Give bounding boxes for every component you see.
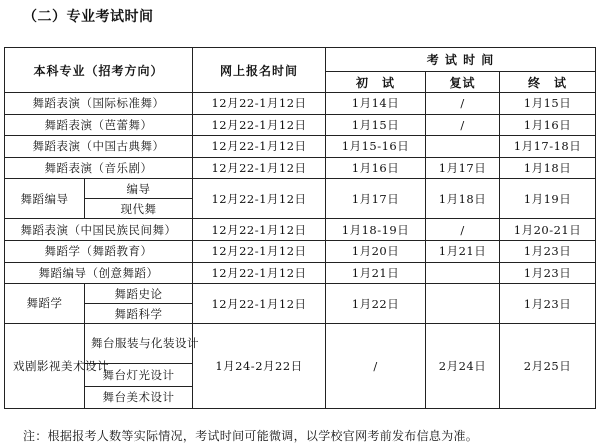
final-cell: 2月25日 — [500, 324, 596, 409]
second-cell — [426, 136, 500, 158]
table-row — [5, 136, 596, 158]
sub-major-cell: 现代舞 — [85, 199, 193, 219]
major-cell: 舞蹈表演（中国民族民间舞） — [5, 219, 193, 241]
sub-major-cell: 舞台灯光设计 — [85, 364, 193, 387]
first-cell: / — [326, 324, 426, 409]
first-cell: 1月20日 — [326, 240, 426, 262]
sub-major-cell: 舞蹈科学 — [85, 304, 193, 324]
header-exam-time: 考 试 时 间 — [326, 48, 596, 72]
section-title: （二）专业考试时间 — [23, 9, 154, 25]
second-cell: 1月18日 — [426, 179, 500, 219]
sub-major-cell: 编导 — [85, 179, 193, 199]
online-cell: 12月22-1月12日 — [193, 136, 326, 158]
first-cell: 1月15日 — [326, 114, 426, 136]
online-cell: 12月22-1月12日 — [193, 284, 326, 324]
table-row — [5, 240, 596, 262]
first-cell: 1月17日 — [326, 179, 426, 219]
first-cell: 1月15-16日 — [326, 136, 426, 158]
online-cell: 12月22-1月12日 — [193, 262, 326, 284]
major-group-cell: 舞蹈学 — [5, 284, 85, 324]
table-row — [5, 114, 596, 136]
major-cell: 舞蹈表演（音乐剧） — [5, 157, 193, 179]
online-cell: 12月22-1月12日 — [193, 114, 326, 136]
major-group-cell: 戏剧影视美术设计 — [5, 324, 85, 409]
table-row — [5, 219, 596, 241]
first-cell: 1月18-19日 — [326, 219, 426, 241]
table-row — [5, 157, 596, 179]
sub-major-cell: 舞台美术设计 — [85, 386, 193, 409]
table-row — [5, 284, 596, 304]
exam-schedule-table — [4, 47, 596, 409]
header-first-exam: 初 试 — [326, 72, 426, 93]
final-cell: 1月19日 — [500, 179, 596, 219]
first-cell: 1月22日 — [326, 284, 426, 324]
second-cell: 2月24日 — [426, 324, 500, 409]
table-row — [5, 93, 596, 115]
second-cell — [426, 262, 500, 284]
footnote: 注：根据报考人数等实际情况，考试时间可能微调，以学校官网考前发布信息为准。 — [23, 429, 479, 443]
header-major: 本科专业（招考方向） — [5, 48, 193, 93]
final-cell: 1月23日 — [500, 262, 596, 284]
major-group-cell: 舞蹈编导 — [5, 179, 85, 219]
online-cell: 12月22-1月12日 — [193, 240, 326, 262]
online-cell: 12月22-1月12日 — [193, 93, 326, 115]
table-row — [5, 179, 596, 199]
major-cell: 舞蹈学（舞蹈教育） — [5, 240, 193, 262]
final-cell: 1月17-18日 — [500, 136, 596, 158]
final-cell: 1月23日 — [500, 284, 596, 324]
second-cell: / — [426, 93, 500, 115]
major-cell: 舞蹈编导（创意舞蹈） — [5, 262, 193, 284]
header-online-registration: 网上报名时间 — [193, 48, 326, 93]
second-cell: / — [426, 114, 500, 136]
final-cell: 1月18日 — [500, 157, 596, 179]
major-cell: 舞蹈表演（中国古典舞） — [5, 136, 193, 158]
final-cell: 1月20-21日 — [500, 219, 596, 241]
first-cell: 1月21日 — [326, 262, 426, 284]
second-cell: 1月17日 — [426, 157, 500, 179]
table-row — [5, 324, 596, 364]
major-cell: 舞蹈表演（国际标准舞） — [5, 93, 193, 115]
second-cell: / — [426, 219, 500, 241]
first-cell: 1月16日 — [326, 157, 426, 179]
online-cell: 12月22-1月12日 — [193, 179, 326, 219]
online-cell: 12月22-1月12日 — [193, 157, 326, 179]
header-final-exam: 终 试 — [500, 72, 596, 93]
major-cell: 舞蹈表演（芭蕾舞） — [5, 114, 193, 136]
final-cell: 1月16日 — [500, 114, 596, 136]
online-cell: 12月22-1月12日 — [193, 219, 326, 241]
sub-major-cell: 舞台服装与化装设计 — [85, 324, 193, 364]
first-cell: 1月14日 — [326, 93, 426, 115]
online-cell: 1月24-2月22日 — [193, 324, 326, 409]
sub-major-cell: 舞蹈史论 — [85, 284, 193, 304]
table-row — [5, 262, 596, 284]
second-cell: 1月21日 — [426, 240, 500, 262]
final-cell: 1月23日 — [500, 240, 596, 262]
final-cell: 1月15日 — [500, 93, 596, 115]
second-cell — [426, 284, 500, 324]
header-second-exam: 复试 — [426, 72, 500, 93]
